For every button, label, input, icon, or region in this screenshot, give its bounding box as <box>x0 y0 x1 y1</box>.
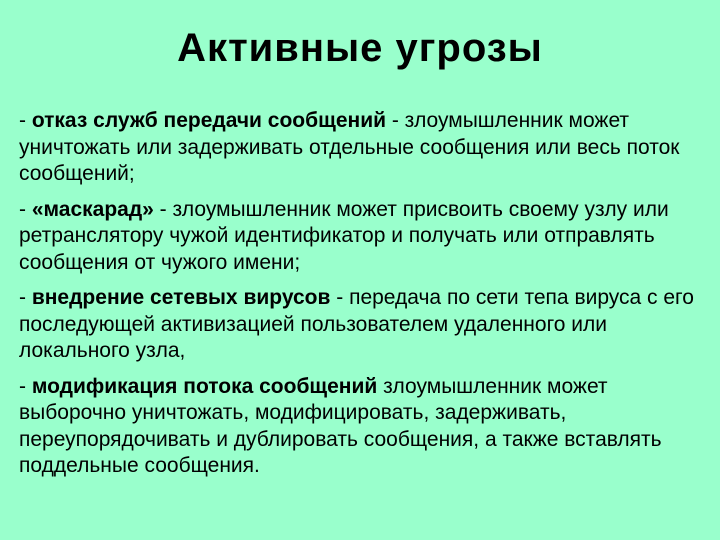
threat-item-service-denial <box>19 108 709 188</box>
item-dash: - <box>19 109 32 132</box>
threat-item-masquerade <box>19 197 709 277</box>
threat-term: отказ служб передачи сообщений <box>31 109 387 132</box>
threat-description: - передача по сети тепа вируса с его последующей активизацией пользователем удаленного или локального узла, <box>19 286 694 362</box>
threat-description: - злоумышленник может присвоить своему узлу или ретранслятору чужой идентификатор и получать или отправлять сообщения от чужого имени; <box>19 197 669 274</box>
threat-description: злоумышленник может выборочно уничтожать, модифицировать, задерживать, переупорядочивать и дублировать сообщения, а также вставлять поддельные сообщения. <box>19 374 662 477</box>
threat-term: модификация потока сообщений <box>31 374 378 398</box>
threat-item-stream-modification <box>19 374 709 480</box>
threat-description: - злоумышленник может уничтожать или задерживать отдельные сообщения или весь поток сообщений; <box>19 109 680 185</box>
threat-term: «маскарад» <box>31 197 154 221</box>
slide-title: Активные угрозы <box>177 26 543 70</box>
item-dash: - <box>19 374 32 398</box>
threat-term: внедрение сетевых вирусов <box>31 286 331 309</box>
item-dash: - <box>19 286 32 309</box>
item-dash: - <box>19 197 32 221</box>
slide-body <box>19 108 709 489</box>
threat-item-virus-injection <box>19 285 709 365</box>
